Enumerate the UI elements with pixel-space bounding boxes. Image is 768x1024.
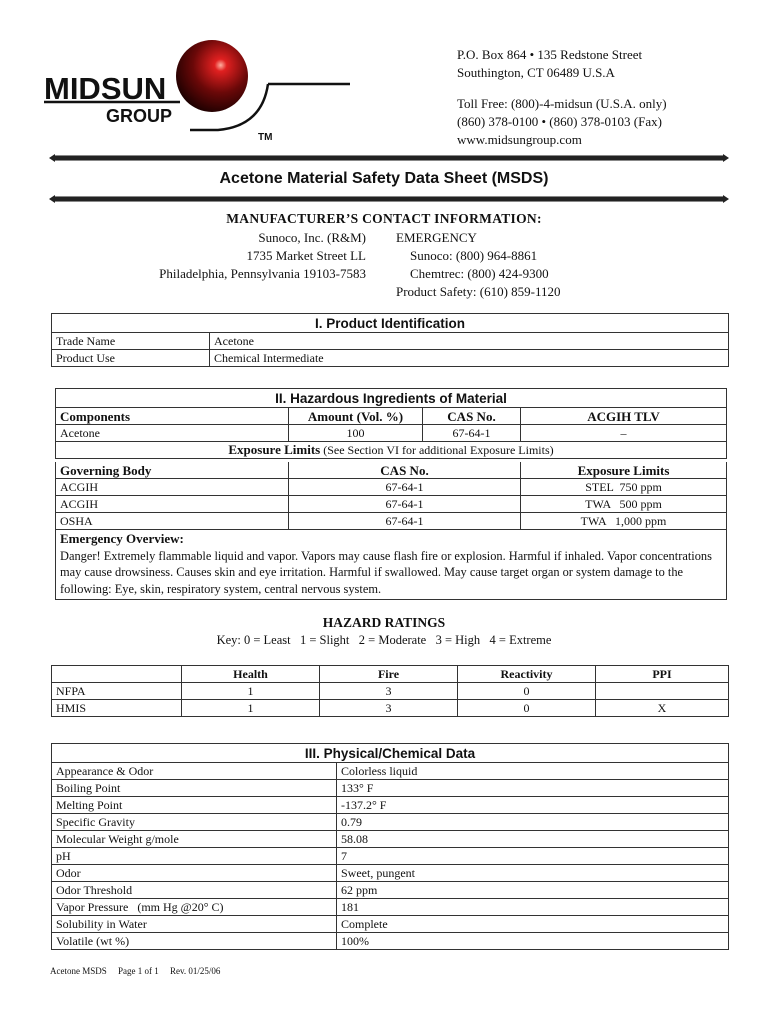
cell-label: Melting Point bbox=[52, 797, 337, 814]
cell-value: 100 bbox=[289, 425, 423, 442]
emergency-overview-text: Danger! Extremely flammable liquid and vapor. Vapors may cause flash fire or explosion. Harmful if inhaled. Vapor concentrations may cause drowsiness. Causes skin and eye irritation. Harmful if swallowed. May cause target organ or system damage to the following: Eye, skin, respiratory system, central nervous system. bbox=[60, 548, 712, 596]
logo-sub: GROUP bbox=[106, 106, 173, 126]
cell-label: Volatile (wt %) bbox=[52, 933, 337, 950]
cell-value: ACGIH bbox=[56, 496, 289, 513]
title-rule bbox=[55, 196, 723, 202]
hazard-ratings-key: Key: 0 = Least 1 = Slight 2 = Moderate 3 = High 4 = Extreme bbox=[216, 633, 552, 647]
exposure-limits-table bbox=[55, 462, 727, 600]
cell-label: HMIS bbox=[52, 700, 182, 717]
emergency-sunoco: Sunoco: (800) 964-8861 bbox=[410, 248, 538, 263]
cell-value: Colorless liquid bbox=[337, 763, 729, 780]
cell-value: -137.2° F bbox=[337, 797, 729, 814]
table-row bbox=[56, 479, 727, 496]
website-link[interactable]: www.midsungroup.com bbox=[457, 132, 582, 147]
table-row bbox=[52, 865, 729, 882]
manufacturer-heading: MANUFACTURER’S CONTACT INFORMATION: bbox=[226, 211, 542, 226]
table-row bbox=[52, 333, 729, 350]
manufacturer-name: Sunoco, Inc. (R&M) bbox=[258, 230, 366, 245]
column-header: PPI bbox=[596, 666, 729, 683]
logo-sphere bbox=[176, 40, 248, 112]
cell-label: Molecular Weight g/mole bbox=[52, 831, 337, 848]
cell-value: – bbox=[521, 425, 727, 442]
cell-label: Product Use bbox=[52, 350, 210, 367]
cell-label: Odor bbox=[52, 865, 337, 882]
table-row bbox=[52, 916, 729, 933]
column-header: Fire bbox=[320, 666, 458, 683]
column-header: ACGIH TLV bbox=[521, 408, 727, 425]
table-row bbox=[52, 700, 729, 717]
cell-value: 67-64-1 bbox=[423, 425, 521, 442]
exposure-limits-row bbox=[56, 442, 727, 459]
table-header-row bbox=[56, 408, 727, 425]
emergency-overview-title: Emergency Overview: bbox=[60, 531, 184, 546]
cell-label: Odor Threshold bbox=[52, 882, 337, 899]
manufacturer-street: 1735 Market Street LL bbox=[246, 248, 366, 263]
hazard-ratings-title: HAZARD RATINGS bbox=[322, 615, 446, 630]
column-header bbox=[52, 666, 182, 683]
phone-line: Toll Free: (800)-4-midsun (U.S.A. only) bbox=[457, 96, 667, 111]
cell-value: 100% bbox=[337, 933, 729, 950]
cell-value: Acetone bbox=[56, 425, 289, 442]
product-identification-table bbox=[51, 313, 729, 367]
column-header: Components bbox=[56, 408, 289, 425]
table-row bbox=[52, 882, 729, 899]
cell-value: 0 bbox=[458, 700, 596, 717]
column-header: Reactivity bbox=[458, 666, 596, 683]
table-row bbox=[56, 513, 727, 530]
cell-value: 133° F bbox=[337, 780, 729, 797]
table-row bbox=[52, 848, 729, 865]
company-contact bbox=[457, 95, 667, 149]
cell-value: 58.08 bbox=[337, 831, 729, 848]
cell-label: Specific Gravity bbox=[52, 814, 337, 831]
product-safety: Product Safety: (610) 859-1120 bbox=[396, 284, 561, 299]
table-row bbox=[56, 425, 727, 442]
cell-value: 181 bbox=[337, 899, 729, 916]
hazardous-ingredients-table bbox=[55, 388, 727, 459]
cell-value: 3 bbox=[320, 683, 458, 700]
cell-label: Vapor Pressure (mm Hg @20° C) bbox=[52, 899, 337, 916]
table-row bbox=[52, 763, 729, 780]
table-row bbox=[52, 350, 729, 367]
cell-label: Boiling Point bbox=[52, 780, 337, 797]
cell-label: Solubility in Water bbox=[52, 916, 337, 933]
table-row bbox=[52, 780, 729, 797]
cell-value: 1 bbox=[182, 700, 320, 717]
emergency-chemtrec: Chemtrec: (800) 424-9300 bbox=[410, 266, 549, 281]
table-header-row bbox=[52, 666, 729, 683]
table-row bbox=[52, 683, 729, 700]
manufacturer-city: Philadelphia, Pennsylvania 19103-7583 bbox=[159, 266, 366, 281]
cell-label: Appearance & Odor bbox=[52, 763, 337, 780]
table-row bbox=[52, 899, 729, 916]
cell-value: 3 bbox=[320, 700, 458, 717]
cell-value: STEL 750 ppm bbox=[521, 479, 727, 496]
cell-value: TWA 1,000 ppm bbox=[521, 513, 727, 530]
table-row bbox=[52, 797, 729, 814]
cell-value: 0.79 bbox=[337, 814, 729, 831]
company-address bbox=[457, 46, 642, 82]
cell-value: Acetone bbox=[210, 333, 729, 350]
header-rule bbox=[55, 155, 723, 161]
cell-label: Trade Name bbox=[52, 333, 210, 350]
emergency-overview-row bbox=[56, 530, 727, 600]
cell-value: ACGIH bbox=[56, 479, 289, 496]
cell-value: 67-64-1 bbox=[289, 496, 521, 513]
section-title: III. Physical/Chemical Data bbox=[52, 744, 729, 763]
emergency-overview bbox=[56, 530, 727, 600]
cell-label: NFPA bbox=[52, 683, 182, 700]
column-header: Exposure Limits bbox=[521, 462, 727, 479]
exposure-limits-caption bbox=[56, 442, 727, 459]
cell-value: 67-64-1 bbox=[289, 513, 521, 530]
midsun-logo bbox=[40, 40, 360, 150]
column-header: CAS No. bbox=[423, 408, 521, 425]
logo-brand: MIDSUN bbox=[44, 71, 167, 106]
cell-value: 0 bbox=[458, 683, 596, 700]
cell-value: 67-64-1 bbox=[289, 479, 521, 496]
cell-value: TWA 500 ppm bbox=[521, 496, 727, 513]
column-header: Health bbox=[182, 666, 320, 683]
logo-graphic bbox=[40, 40, 360, 150]
hazard-ratings-table bbox=[51, 665, 729, 717]
cell-value: Sweet, pungent bbox=[337, 865, 729, 882]
cell-value: 1 bbox=[182, 683, 320, 700]
cell-value: X bbox=[596, 700, 729, 717]
section-title: II. Hazardous Ingredients of Material bbox=[56, 389, 727, 408]
table-row bbox=[56, 496, 727, 513]
table-row bbox=[52, 814, 729, 831]
cell-value: Complete bbox=[337, 916, 729, 933]
document-title: Acetone Material Safety Data Sheet (MSDS) bbox=[219, 170, 549, 187]
cell-value bbox=[596, 683, 729, 700]
column-header: CAS No. bbox=[289, 462, 521, 479]
logo-tm: TM bbox=[258, 132, 273, 143]
cell-value: 62 ppm bbox=[337, 882, 729, 899]
exposure-limits-label: Exposure Limits bbox=[228, 442, 321, 457]
cell-value: Chemical Intermediate bbox=[210, 350, 729, 367]
table-row bbox=[52, 933, 729, 950]
physical-chemical-table bbox=[51, 743, 729, 950]
exposure-limits-note: (See Section VI for additional Exposure Limits) bbox=[320, 443, 554, 457]
cell-value: 7 bbox=[337, 848, 729, 865]
address-line: P.O. Box 864 • 135 Redstone Street bbox=[457, 47, 643, 62]
table-row bbox=[52, 831, 729, 848]
page-footer: Acetone MSDS Page 1 of 1 Rev. 01/25/06 bbox=[50, 966, 221, 976]
cell-value: OSHA bbox=[56, 513, 289, 530]
column-header: Amount (Vol. %) bbox=[289, 408, 423, 425]
phone-fax-line: (860) 378-0100 • (860) 378-0103 (Fax) bbox=[457, 114, 662, 129]
column-header: Governing Body bbox=[56, 462, 289, 479]
cell-label: pH bbox=[52, 848, 337, 865]
emergency-label: EMERGENCY bbox=[396, 230, 477, 245]
address-line: Southington, CT 06489 U.S.A bbox=[457, 65, 615, 80]
section-title: I. Product Identification bbox=[52, 314, 729, 333]
table-header-row bbox=[56, 462, 727, 479]
